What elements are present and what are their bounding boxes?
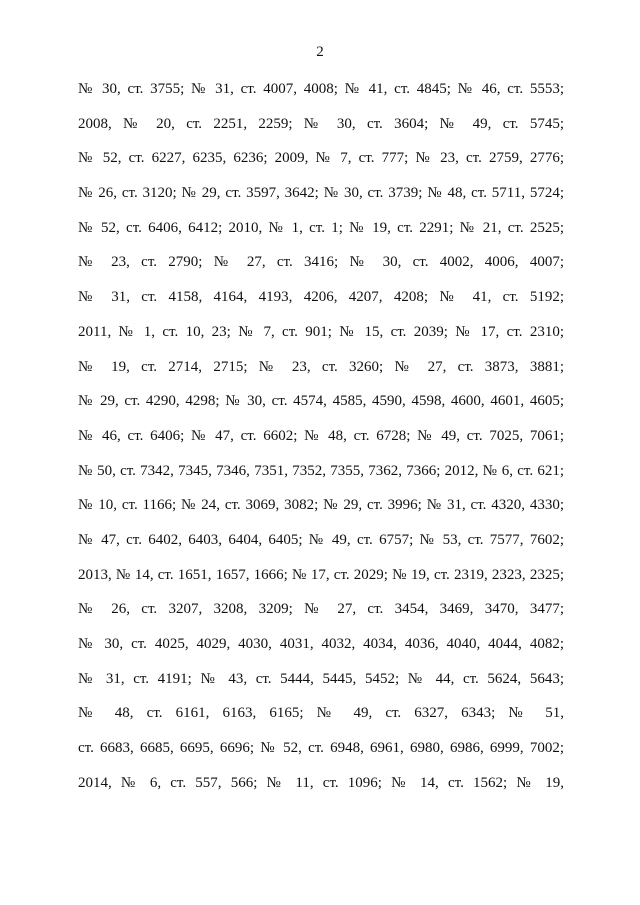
text-line: № 10, ст. 1166; № 24, ст. 3069, 3082; № 29, ст. 3996; № 31, ст. 4320, 4330; [78,497,564,514]
page-number: 2 [316,44,324,60]
text-line: № 26, ст. 3207, 3208, 3209; № 27, ст. 3454, 3469, 3470, 3477; [78,601,564,618]
text-line: № 48, ст. 6161, 6163, 6165; № 49, ст. 6327, 6343; № 51, [78,705,564,722]
text-line: № 31, ст. 4158, 4164, 4193, 4206, 4207, 4208; № 41, ст. 5192; [78,289,564,306]
text-line: 2014, № 6, ст. 557, 566; № 11, ст. 1096; № 14, ст. 1562; № 19, [78,774,564,791]
text-line: № 29, ст. 4290, 4298; № 30, ст. 4574, 4585, 4590, 4598, 4600, 4601, 4605; [78,393,564,410]
text-line: № 30, ст. 3755; № 31, ст. 4007, 4008; № 41, ст. 4845; № 46, ст. 5553; [78,81,564,97]
text-line: № 50, ст. 7342, 7345, 7346, 7351, 7352, 7355, 7362, 7366; 2012, № 6, ст. 621; [78,462,564,479]
text-line: № 30, ст. 4025, 4029, 4030, 4031, 4032, 4034, 4036, 4040, 4044, 4082; [78,636,564,652]
text-line: 2011, № 1, ст. 10, 23; № 7, ст. 901; № 15, ст. 2039; № 17, ст. 2310; [78,323,564,340]
text-line: № 52, ст. 6227, 6235, 6236; 2009, № 7, ст. 777; № 23, ст. 2759, 2776; [78,150,564,167]
text-line: № 23, ст. 2790; № 27, ст. 3416; № 30, ст. 4002, 4006, 4007; [78,254,564,271]
text-line: № 46, ст. 6406; № 47, ст. 6602; № 48, ст. 6728; № 49, ст. 7025, 7061; [78,427,564,444]
text-line: № 26, ст. 3120; № 29, ст. 3597, 3642; № 30, ст. 3739; № 48, ст. 5711, 5724; [78,185,564,202]
text-line: № 19, ст. 2714, 2715; № 23, ст. 3260; № 27, ст. 3873, 3881; [78,358,564,375]
text-line: № 31, ст. 4191; № 43, ст. 5444, 5445, 5452; № 44, ст. 5624, 5643; [78,670,564,687]
text-line: № 52, ст. 6406, 6412; 2010, № 1, ст. 1; № 19, ст. 2291; № 21, ст. 2525; [78,219,564,236]
text-line: 2008, № 20, ст. 2251, 2259; № 30, ст. 3604; № 49, ст. 5745; [78,115,564,132]
text-line: 2013, № 14, ст. 1651, 1657, 1666; № 17, ст. 2029; № 19, ст. 2319, 2323, 2325; [78,566,564,583]
body-text [78,80,564,808]
text-line: ст. 6683, 6685, 6695, 6696; № 52, ст. 6948, 6961, 6980, 6986, 6999, 7002; [78,740,564,757]
text-line: № 47, ст. 6402, 6403, 6404, 6405; № 49, ст. 6757; № 53, ст. 7577, 7602; [78,531,564,548]
